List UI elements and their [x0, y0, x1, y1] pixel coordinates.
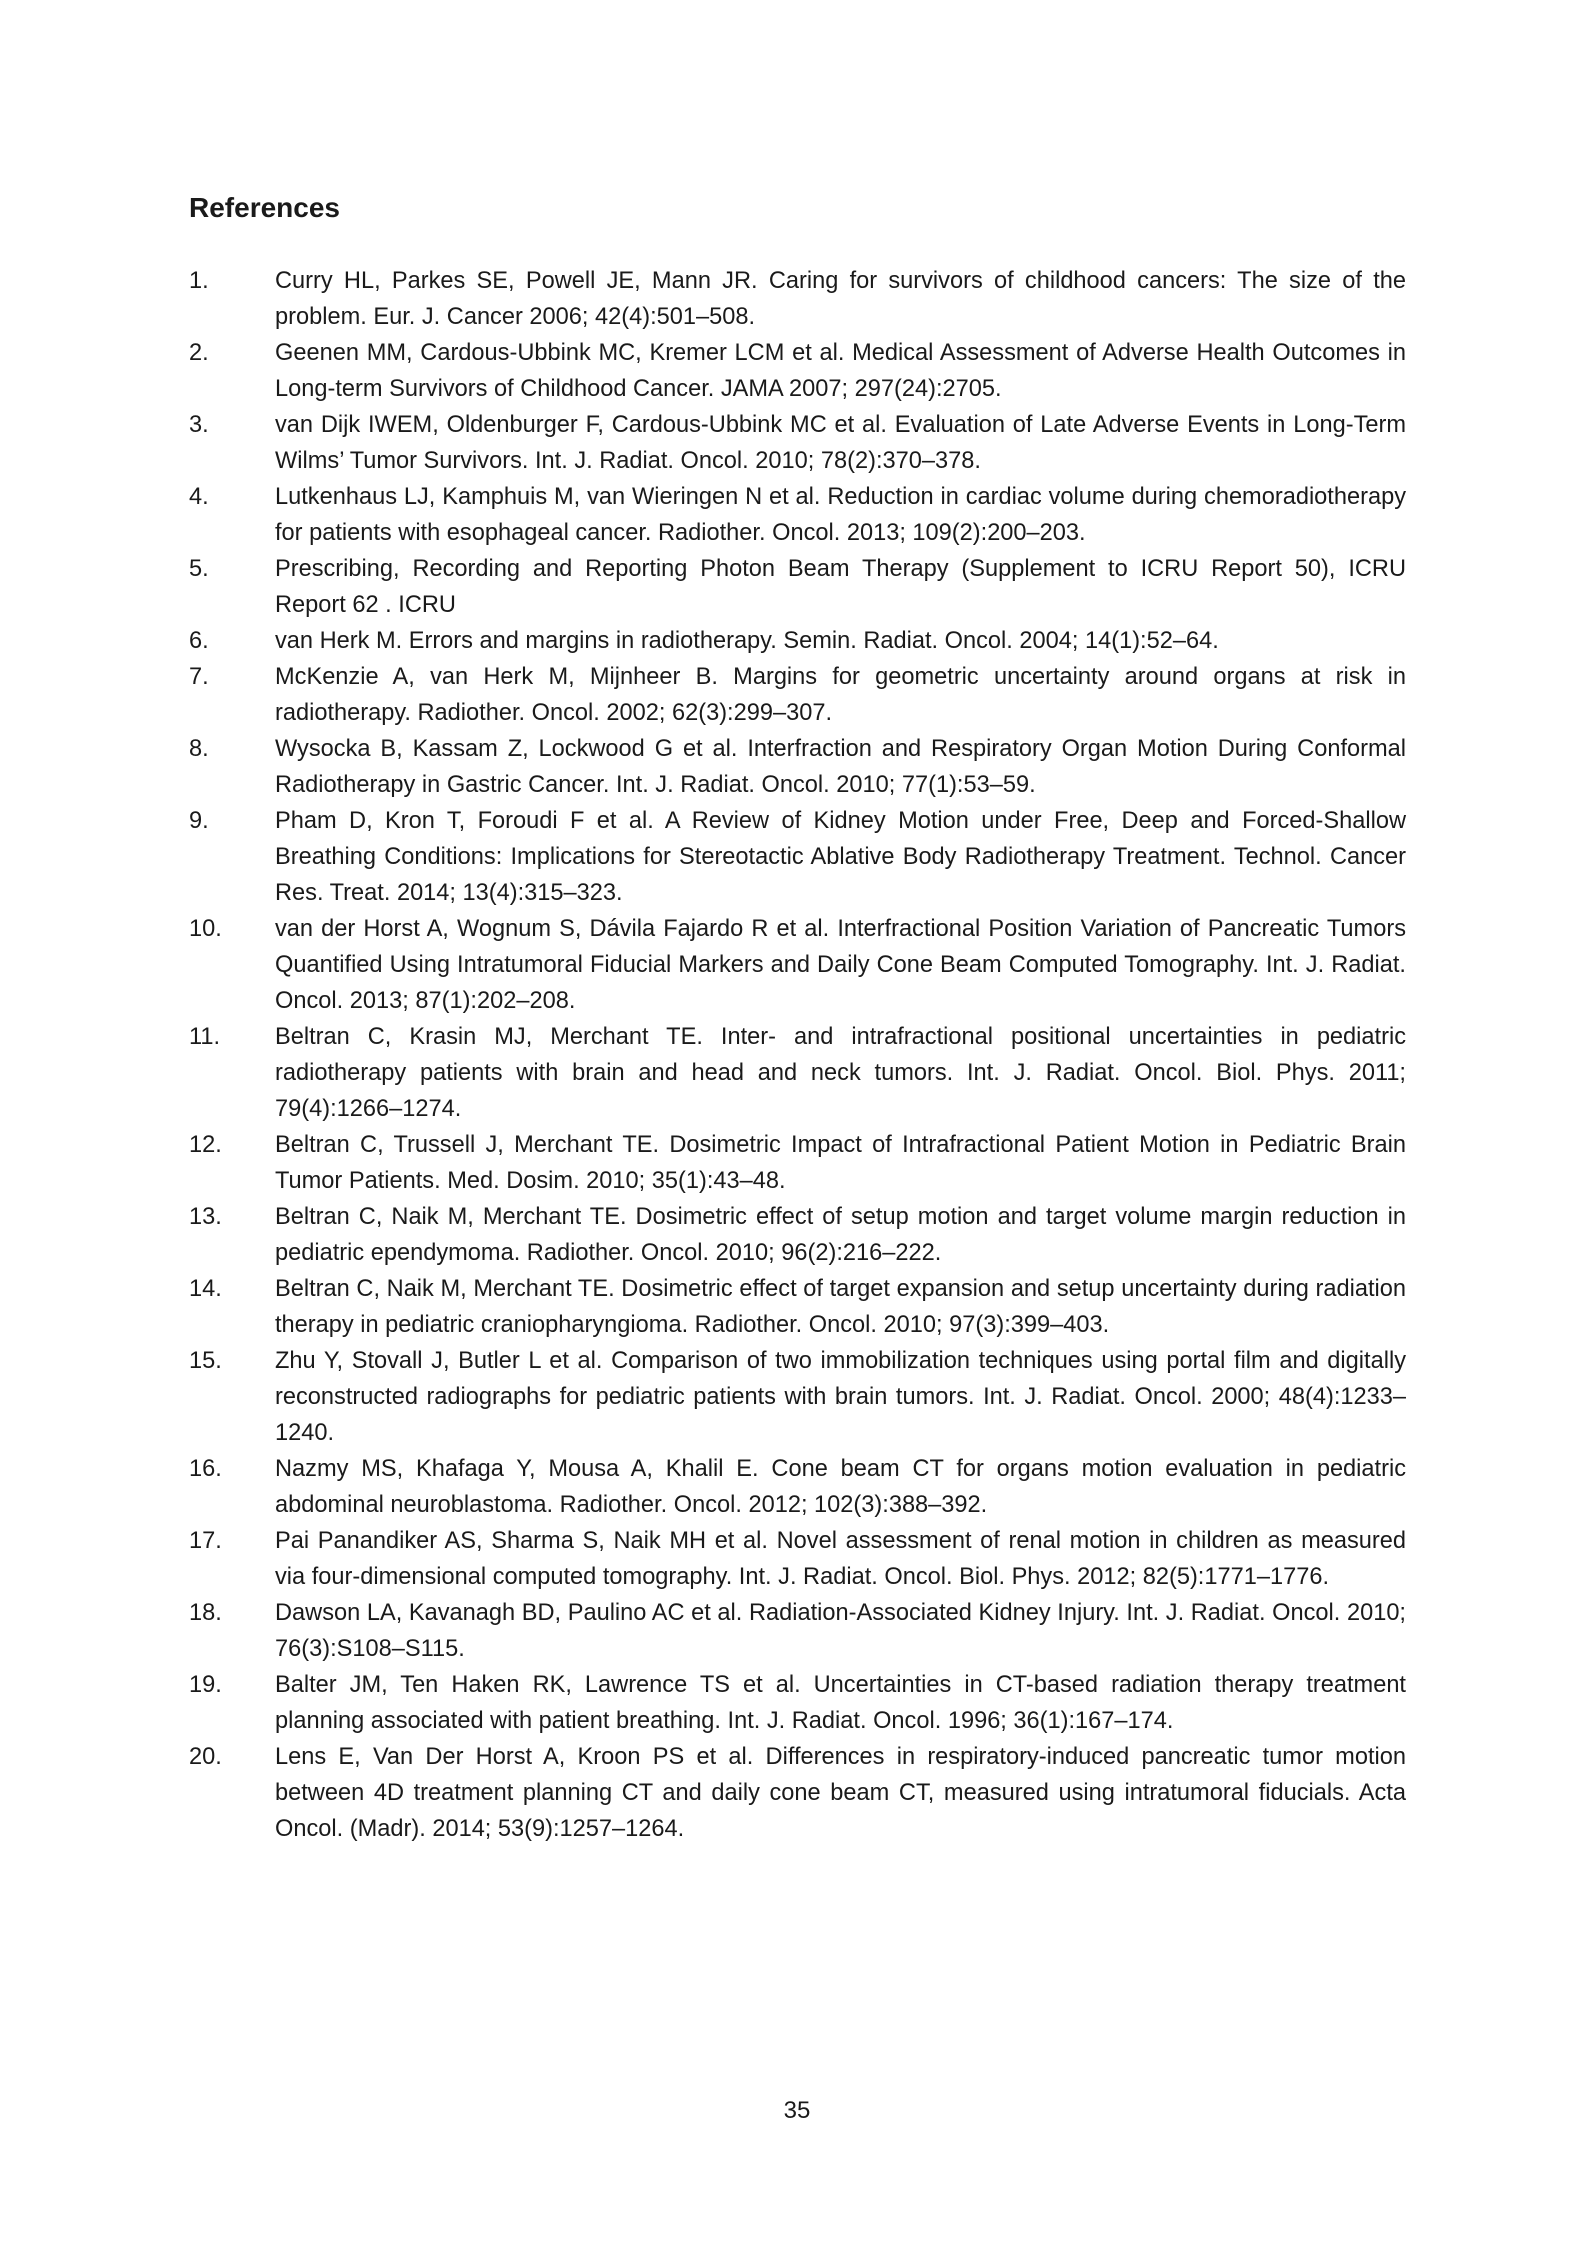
reference-list — [189, 263, 1406, 1847]
reference-item — [189, 1739, 1406, 1847]
reference-number: 16. — [189, 1456, 222, 1482]
reference-number: 2. — [189, 340, 209, 366]
reference-number: 6. — [189, 628, 209, 654]
reference-text: Nazmy MS, Khafaga Y, Mousa A, Khalil E. Cone beam CT for organs motion evaluation in pediatric abdominal neuroblastoma. Radiother. Oncol. 2012; 102(3):388–392. — [275, 1456, 1406, 1518]
reference-item — [189, 1451, 1406, 1523]
reference-number: 19. — [189, 1672, 222, 1698]
reference-number: 11. — [189, 1024, 221, 1050]
reference-item — [189, 263, 1406, 335]
reference-text: Dawson LA, Kavanagh BD, Paulino AC et al. Radiation-Associated Kidney Injury. Int. J. Radiat. Oncol. 2010; 76(3):S108–S115. — [275, 1600, 1406, 1662]
reference-text: McKenzie A, van Herk M, Mijnheer B. Margins for geometric uncertainty around organs at risk in radiotherapy. Radiother. Oncol. 2002; 62(3):299–307. — [275, 664, 1406, 726]
reference-number: 3. — [189, 412, 209, 438]
reference-text: Beltran C, Naik M, Merchant TE. Dosimetric effect of setup motion and target volume margin reduction in pediatric ependymoma. Radiother. Oncol. 2010; 96(2):216–222. — [275, 1204, 1406, 1266]
page-number: 35 — [783, 2097, 811, 2124]
reference-text: Pai Panandiker AS, Sharma S, Naik MH et al. Novel assessment of renal motion in children as measured via four-dimensional computed tomography. Int. J. Radiat. Oncol. Biol. Phys. 2012; 82(5):1771–1776. — [275, 1528, 1406, 1590]
reference-item — [189, 335, 1406, 407]
reference-text: van der Horst A, Wognum S, Dávila Fajardo R et al. Interfractional Position Variation of Pancreatic Tumors Quantified Using Intratumoral Fiducial Markers and Daily Cone Beam Computed Tomography. Int. J. Radiat. Oncol. 2013; 87(1):202–208. — [275, 916, 1406, 1014]
reference-number: 5. — [189, 556, 209, 582]
reference-text: Wysocka B, Kassam Z, Lockwood G et al. Interfraction and Respiratory Organ Motion During Conformal Radiotherapy in Gastric Cancer. Int. J. Radiat. Oncol. 2010; 77(1):53–59. — [275, 736, 1406, 798]
reference-number: 8. — [189, 736, 209, 762]
reference-number: 18. — [189, 1600, 222, 1626]
reference-item — [189, 623, 1406, 659]
reference-text: Beltran C, Naik M, Merchant TE. Dosimetric effect of target expansion and setup uncertainty during radiation therapy in pediatric craniopharyngioma. Radiother. Oncol. 2010; 97(3):399–403. — [275, 1276, 1406, 1338]
reference-text: Lens E, Van Der Horst A, Kroon PS et al. Differences in respiratory-induced pancreatic tumor motion between 4D treatment planning CT and daily cone beam CT, measured using intratumoral fiducials. Acta Oncol. (Madr). 2014; 53(9):1257–1264. — [275, 1744, 1406, 1842]
reference-number: 12. — [189, 1132, 222, 1158]
reference-item — [189, 731, 1406, 803]
reference-item — [189, 1271, 1406, 1343]
reference-number: 20. — [189, 1744, 222, 1770]
reference-text: Prescribing, Recording and Reporting Photon Beam Therapy (Supplement to ICRU Report 50), ICRU Report 62 . ICRU — [275, 556, 1406, 618]
reference-number: 15. — [189, 1348, 222, 1374]
reference-item — [189, 1343, 1406, 1451]
reference-text: van Herk M. Errors and margins in radiotherapy. Semin. Radiat. Oncol. 2004; 14(1):52–64. — [275, 628, 1219, 654]
reference-number: 10. — [189, 916, 222, 942]
reference-item — [189, 1199, 1406, 1271]
reference-text: Geenen MM, Cardous-Ubbink MC, Kremer LCM et al. Medical Assessment of Adverse Health Outcomes in Long-term Survivors of Childhood Cancer. JAMA 2007; 297(24):2705. — [275, 340, 1406, 402]
reference-text: Lutkenhaus LJ, Kamphuis M, van Wieringen N et al. Reduction in cardiac volume during chemoradiotherapy for patients with esophageal cancer. Radiother. Oncol. 2013; 109(2):200–203. — [275, 484, 1406, 546]
reference-item — [189, 1127, 1406, 1199]
reference-text: van Dijk IWEM, Oldenburger F, Cardous-Ubbink MC et al. Evaluation of Late Adverse Events in Long-Term Wilms’ Tumor Survivors. Int. J. Radiat. Oncol. 2010; 78(2):370–378. — [275, 412, 1406, 474]
reference-item — [189, 1667, 1406, 1739]
reference-text: Beltran C, Trussell J, Merchant TE. Dosimetric Impact of Intrafractional Patient Motion in Pediatric Brain Tumor Patients. Med. Dosim. 2010; 35(1):43–48. — [275, 1132, 1406, 1194]
reference-item — [189, 1523, 1406, 1595]
reference-number: 4. — [189, 484, 209, 510]
reference-item — [189, 479, 1406, 551]
reference-number: 1. — [189, 268, 209, 294]
reference-text: Balter JM, Ten Haken RK, Lawrence TS et al. Uncertainties in CT-based radiation therapy treatment planning associated with patient breathing. Int. J. Radiat. Oncol. 1996; 36(1):167–174. — [275, 1672, 1406, 1734]
reference-text: Zhu Y, Stovall J, Butler L et al. Comparison of two immobilization techniques using portal film and digitally reconstructed radiographs for pediatric patients with brain tumors. Int. J. Radiat. Oncol. 2000; 48(4):1233–1240. — [275, 1348, 1406, 1446]
reference-item — [189, 659, 1406, 731]
reference-item — [189, 551, 1406, 623]
reference-text: Pham D, Kron T, Foroudi F et al. A Review of Kidney Motion under Free, Deep and Forced-Shallow Breathing Conditions: Implications for Stereotactic Ablative Body Radiotherapy Treatment. Technol. Cancer Res. Treat. 2014; 13(4):315–323. — [275, 808, 1406, 906]
reference-item — [189, 1595, 1406, 1667]
reference-item — [189, 1019, 1406, 1127]
reference-number: 7. — [189, 664, 209, 690]
reference-item — [189, 911, 1406, 1019]
reference-text: Beltran C, Krasin MJ, Merchant TE. Inter- and intrafractional positional uncertainties in pediatric radiotherapy patients with brain and head and neck tumors. Int. J. Radiat. Oncol. Biol. Phys. 2011; 79(4):1266–1274. — [275, 1024, 1406, 1122]
reference-number: 14. — [189, 1276, 222, 1302]
reference-number: 17. — [189, 1528, 222, 1554]
reference-text: Curry HL, Parkes SE, Powell JE, Mann JR. Caring for survivors of childhood cancers: The size of the problem. Eur. J. Cancer 2006; 42(4):501–508. — [275, 268, 1406, 330]
reference-item — [189, 407, 1406, 479]
references-heading: References — [189, 192, 340, 223]
reference-number: 13. — [189, 1204, 222, 1230]
reference-number: 9. — [189, 808, 209, 834]
reference-item — [189, 803, 1406, 911]
